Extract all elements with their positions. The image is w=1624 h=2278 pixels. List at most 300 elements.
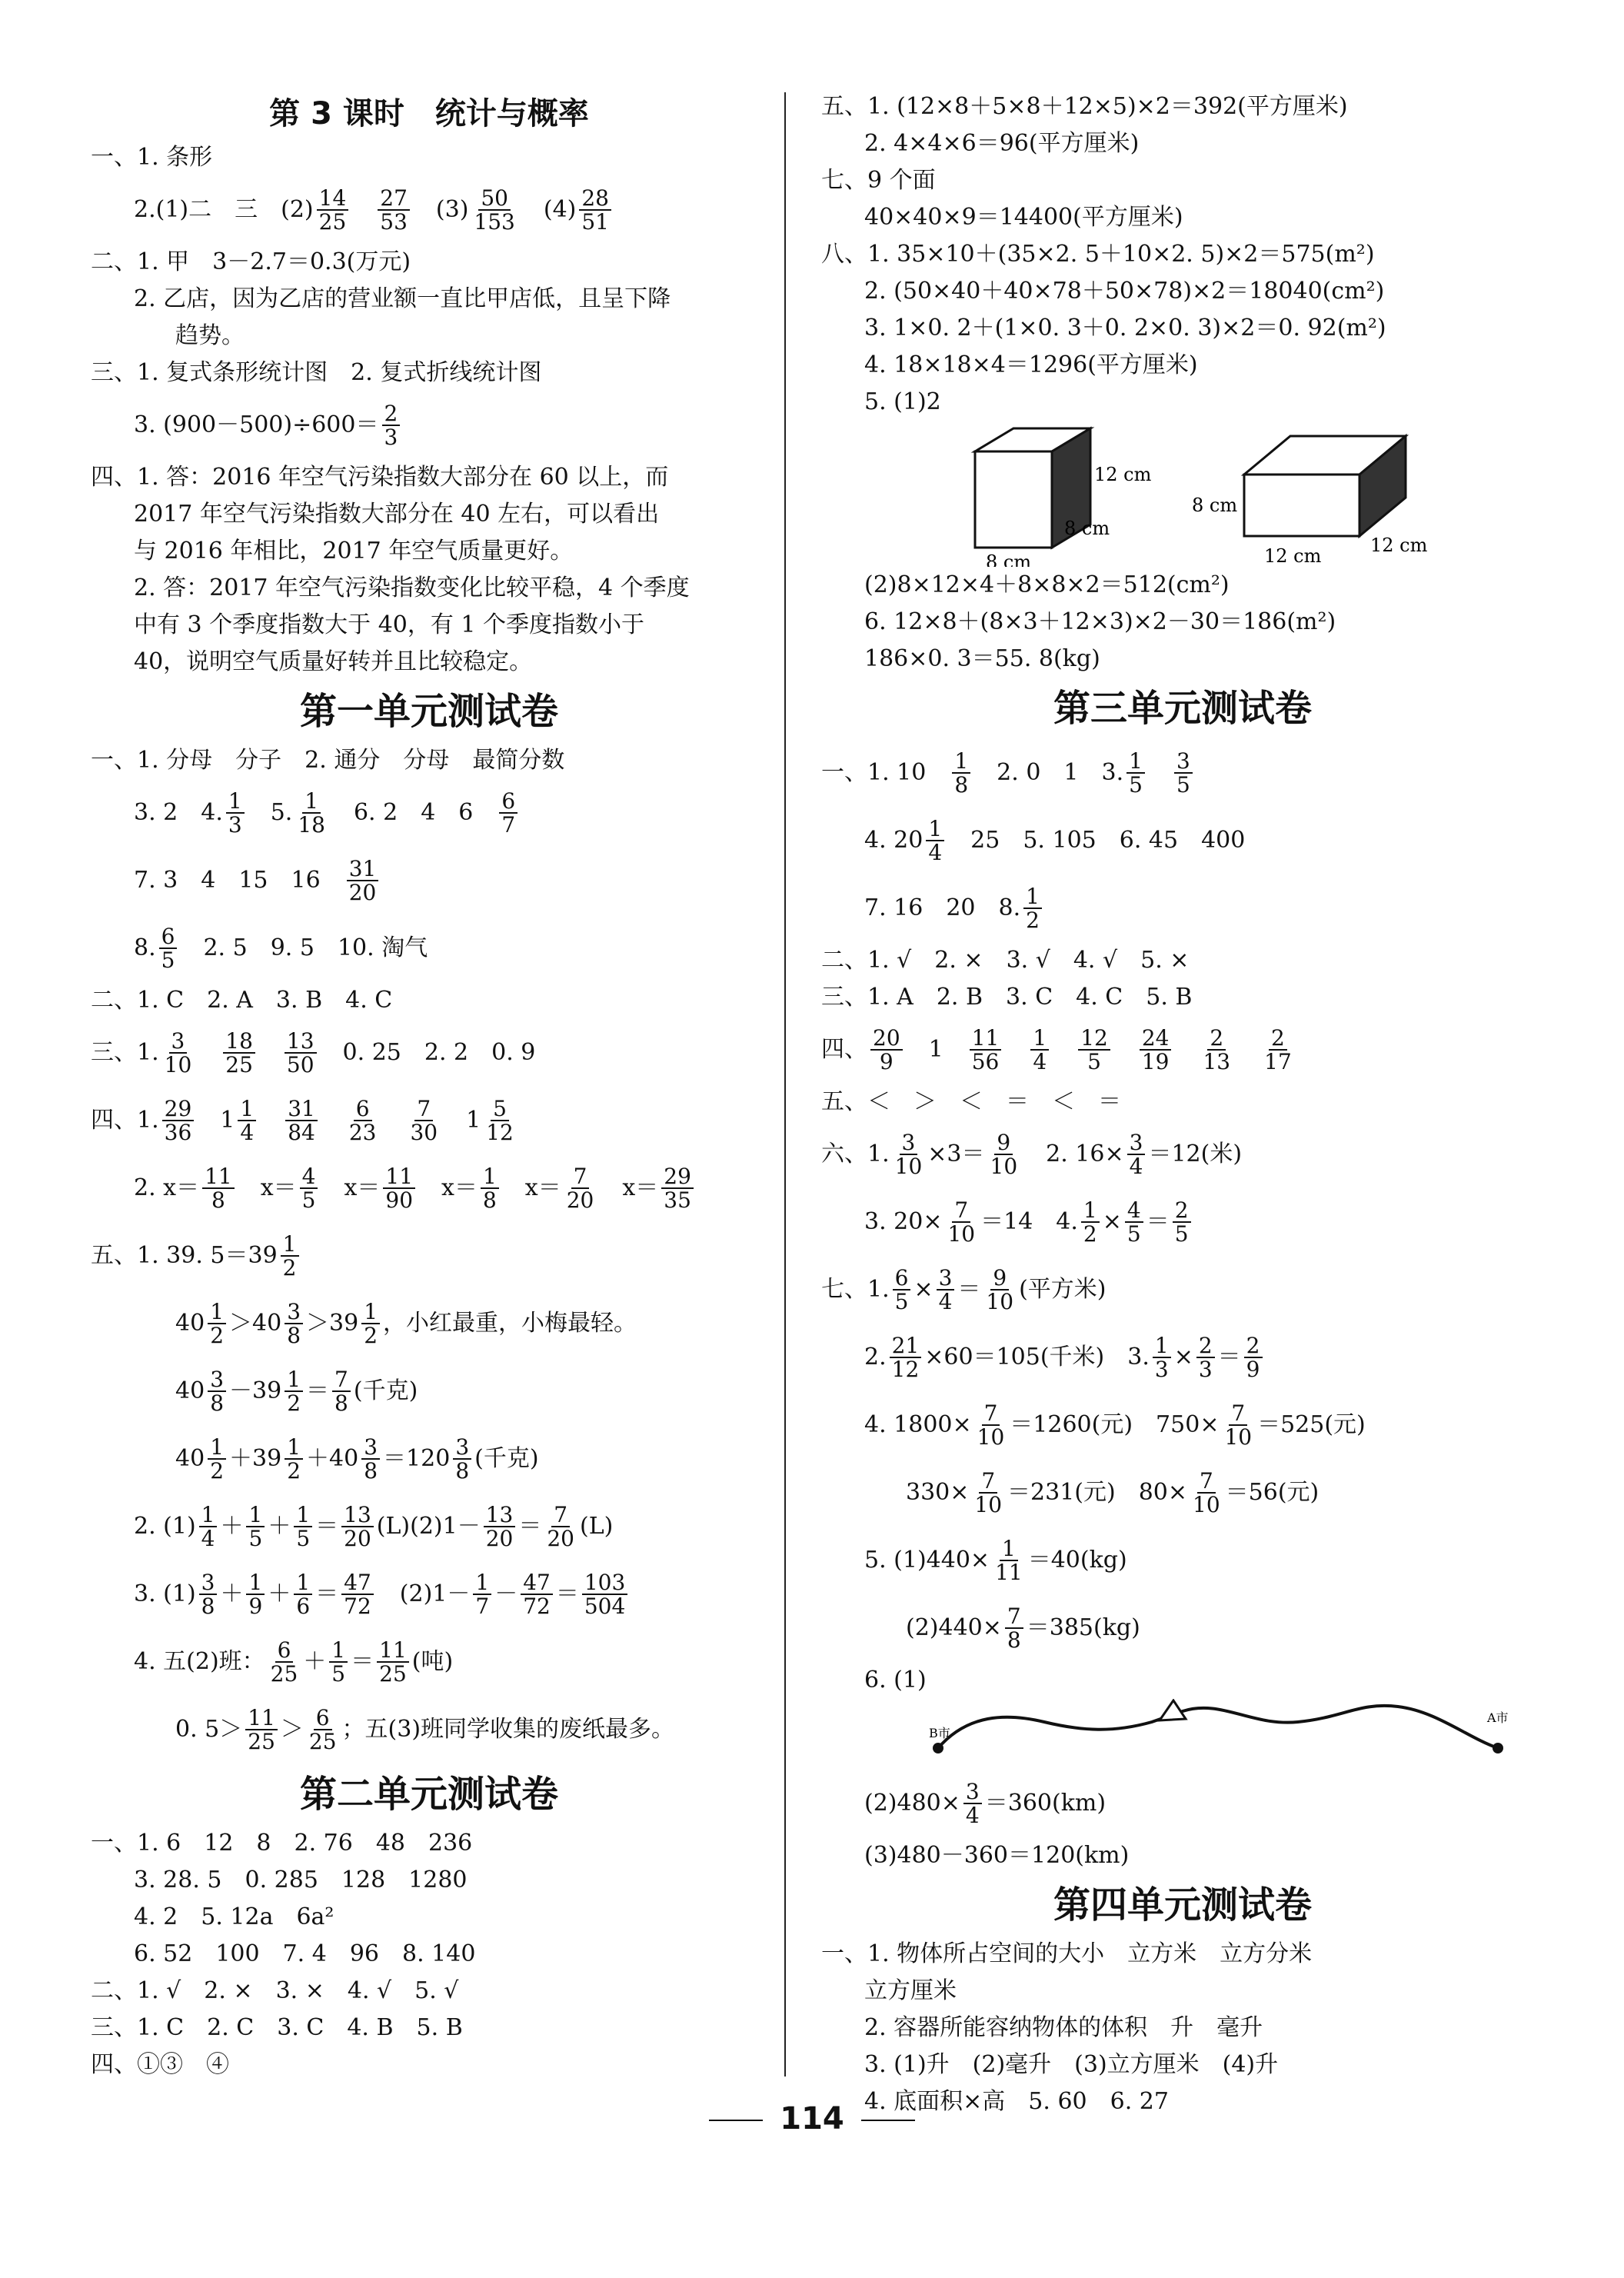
answer-line: 一、1. 物体所占空间的大小 立方米 立方分米 (821, 1940, 1313, 1967)
denominator: 11 (995, 1560, 1023, 1585)
fraction (970, 1024, 1002, 1074)
denominator: 12 (486, 1120, 514, 1145)
fraction (208, 1436, 226, 1483)
unit1-answers (91, 742, 767, 1763)
numerator: 11 (377, 1639, 409, 1663)
denominator: 10 (947, 1221, 976, 1247)
city-b-label: B市 (929, 1726, 950, 1740)
cuboid-figures (821, 421, 1544, 567)
fraction (408, 1097, 440, 1144)
numerator: 1 (208, 1301, 226, 1324)
denominator: 13 (1203, 1049, 1231, 1074)
fraction (317, 187, 349, 234)
denominator: 9 (879, 1049, 894, 1074)
answer-line: 2.(1)二 三 (2) $\frac{14}{25}$ $\frac{27}{53}$ (3) $\frac{50}{153}$ (4) $\frac{28}{51}$ (91, 176, 767, 244)
denominator: 153 (474, 209, 515, 235)
numerator: 6 (499, 790, 517, 814)
fraction (347, 1097, 379, 1144)
fraction (453, 1436, 471, 1483)
numerator: 1 (473, 1571, 491, 1595)
answer-line: 与 2016 年相比，2017 年空气质量更好。 (134, 538, 574, 565)
answer-line: 40×40×9＝14400(平方厘米) (864, 204, 1183, 231)
denominator: 8 (364, 1458, 378, 1484)
answer-line: 6. 12×8＋(8×3＋12×3)×2－30＝186(m²) (864, 608, 1336, 635)
answer-line: 三、1. $\frac{3}{10}$ $\frac{18}{25}$ $\frac{13}{50}$ 0. 25 2. 2 0. 9 (91, 1027, 536, 1077)
answer-line: (2)440× $\frac{7}{8}$ ＝385(kg) (906, 1603, 1140, 1653)
numerator: 1 (285, 1436, 303, 1460)
fraction (890, 1334, 922, 1381)
answer-line: 三、1. 复式条形统计图 2. 复式折线统计图 (91, 359, 542, 386)
numerator: 7 (979, 1470, 997, 1494)
route-diagram (821, 1699, 1544, 1770)
answer-line: 二、1. √ 2. × 3. √ 4. √ 5. × (821, 947, 1190, 974)
fraction (1153, 1334, 1171, 1381)
denominator: 72 (344, 1594, 371, 1619)
answer-line: 立方厘米 (864, 1977, 957, 2004)
denominator: 9 (1246, 1357, 1260, 1382)
cuboid-left-width-label: 8 cm (986, 551, 1032, 567)
fraction (285, 1298, 303, 1348)
fraction (300, 1165, 318, 1212)
numerator: 13 (285, 1030, 317, 1054)
fraction (226, 790, 245, 837)
answer-line: 0. 5＞ $\frac{11}{25}$ ＞ $\frac{6}{25}$ ；五(3)班同学收集的废纸最多。 (175, 1704, 675, 1754)
unit3-answers (821, 739, 1544, 1699)
denominator: 10 (990, 1154, 1018, 1179)
numerator: 29 (661, 1165, 694, 1189)
numerator: 7 (952, 1199, 970, 1223)
numerator: 7 (982, 1402, 1000, 1426)
cuboid-left-depth-label: 8 cm (1064, 518, 1110, 539)
numerator: 13 (484, 1504, 516, 1527)
fraction (199, 1501, 218, 1551)
denominator: 5 (1129, 772, 1143, 798)
denominator: 2 (364, 1323, 378, 1348)
fraction (329, 1639, 348, 1686)
fraction (661, 1165, 694, 1212)
denominator: 17 (1264, 1049, 1292, 1074)
fraction (208, 1298, 226, 1348)
answer-line: 一、1. 10 $\frac{1}{8}$ 2. 0 1 3. $\frac{1}{5}$ $\frac{3}{5}$ (821, 739, 1544, 807)
fraction (963, 1780, 982, 1827)
unit4-answers (821, 1936, 1544, 2120)
numerator: 50 (478, 187, 511, 211)
page-number (0, 2101, 1624, 2136)
fraction (347, 855, 379, 905)
cuboid-left (975, 428, 1152, 567)
numerator: 6 (314, 1707, 332, 1730)
fraction (926, 815, 944, 865)
denominator: 10 (1193, 1492, 1220, 1517)
unit-answers-continued (821, 88, 1544, 421)
answer-line: 四、1. $\frac{29}{36}$ 1 $\frac{1}{4}$ $\frac{31}{84}$ $\frac{6}{23}$ $\frac{7}{30}$ 1 $\frac{5}{12}$ (91, 1087, 767, 1154)
numerator: 2 (1196, 1334, 1215, 1358)
fraction (481, 1165, 499, 1212)
numerator: 1 (481, 1165, 499, 1189)
answer-line: 3. 1×0. 2＋(1×0. 3＋0. 2×0. 3)×2＝0. 92(m²) (864, 315, 1386, 341)
fraction (377, 1639, 409, 1686)
fraction (993, 1537, 1025, 1584)
denominator: 20 (348, 880, 377, 905)
denominator: 56 (971, 1049, 1000, 1074)
numerator: 14 (317, 187, 349, 211)
denominator: 4 (201, 1526, 215, 1551)
denominator: 25 (308, 1729, 337, 1754)
fraction (159, 925, 178, 972)
route-path (938, 1706, 1498, 1748)
denominator: 25 (270, 1661, 298, 1687)
numerator: 6 (275, 1639, 294, 1663)
answer-line: 4. 18×18×4＝1296(平方厘米) (864, 351, 1198, 378)
numerator: 29 (162, 1097, 195, 1121)
answer-line: 2. 容器所能容纳物体的体积 升 毫升 (864, 2014, 1263, 2041)
answer-line: 3. 28. 5 0. 285 128 1280 (134, 1867, 468, 1893)
cuboid-diagram (821, 421, 1544, 567)
denominator: 20 (344, 1526, 371, 1551)
fraction (521, 1571, 553, 1618)
numerator: 1 (1126, 750, 1145, 774)
answer-line: 四、 $\frac{20}{9}$ 1 $\frac{11}{56}$ $\frac{1}{4}$ $\frac{12}{5}$ $\frac{24}{19}$ $\frac{2}{13}$ $\frac{2}{17}$ (821, 1016, 1544, 1084)
answer-line: 186×0. 3＝55. 8(kg) (864, 645, 1100, 672)
denominator: 5 (331, 1661, 346, 1687)
denominator: 5 (161, 948, 175, 973)
numerator: 9 (994, 1131, 1013, 1155)
answer-line: 四、1. 答：2016 年空气污染指数大部分在 60 以上，而 (91, 464, 669, 491)
fraction (332, 1368, 351, 1415)
denominator: 53 (380, 209, 408, 235)
numerator: 1 (208, 1436, 226, 1460)
fraction (1173, 1199, 1191, 1246)
fraction (285, 1027, 317, 1077)
denominator: 18 (298, 812, 325, 838)
fraction (471, 187, 517, 234)
numerator: 47 (521, 1571, 553, 1595)
answer-line: 中有 3 个季度指数大于 40，有 1 个季度指数小于 (134, 611, 645, 638)
numerator: 7 (1229, 1402, 1247, 1426)
fraction (484, 1097, 516, 1144)
fraction (1140, 1024, 1172, 1074)
denominator: 20 (566, 1187, 594, 1213)
denominator: 2 (210, 1458, 225, 1484)
denominator: 2 (287, 1458, 301, 1484)
answer-line: 2. 答：2017 年空气污染指数变化比较平稳，4 个季度 (134, 574, 690, 601)
numerator: 1 (281, 1233, 299, 1257)
denominator: 5 (248, 1526, 263, 1551)
denominator: 5 (1174, 1221, 1189, 1247)
denominator: 2 (1026, 908, 1040, 933)
denominator: 8 (211, 1187, 225, 1213)
cuboid-right-depth-label: 12 cm (1370, 535, 1428, 556)
answer-line: 五、1. 39. 5＝39 $\frac{1}{2}$ (91, 1222, 767, 1290)
denominator: 20 (547, 1526, 574, 1551)
fraction (870, 1024, 903, 1074)
answer-line: 330× $\frac{7}{10}$ ＝231(元) 80× $\frac{7}{10}$ ＝56(元) (906, 1467, 1320, 1517)
column-divider (784, 92, 786, 2077)
numerator: 2 (1244, 1334, 1263, 1358)
answer-line: 3. 2 4. $\frac{1}{3}$ 5. $\frac{1}{18}$ 6. 2 4 6 $\frac{6}{7}$ (91, 779, 767, 847)
numerator: 1 (1030, 1027, 1049, 1051)
fraction (245, 1704, 278, 1754)
numerator: 1 (226, 790, 245, 814)
denominator: 9 (248, 1594, 263, 1619)
fraction (564, 1165, 597, 1212)
fraction (1262, 1024, 1294, 1074)
fraction (1078, 1024, 1110, 1074)
answer-line: 6. 52 100 7. 4 96 8. 140 (134, 1940, 476, 1967)
page-number-value: 114 (780, 2101, 844, 2136)
denominator: 4 (1033, 1049, 1047, 1074)
fraction (1125, 1199, 1143, 1246)
fraction (1190, 1467, 1223, 1517)
answer-line: 2. (50×40＋40×78＋50×78)×2＝18040(cm²) (864, 278, 1385, 305)
fraction (341, 1501, 374, 1551)
fraction (988, 1131, 1020, 1178)
fraction (473, 1571, 491, 1618)
numerator: 3 (900, 1131, 918, 1155)
numerator: 7 (571, 1165, 590, 1189)
denominator: 7 (501, 812, 516, 838)
answer-line: 4. 五(2)班： $\frac{6}{25}$ ＋ $\frac{1}{5}$ ＝ $\frac{11}{25}$ (吨) (134, 1637, 454, 1687)
fraction (307, 1704, 339, 1754)
numerator: 2 (1269, 1027, 1287, 1051)
numerator: 11 (245, 1707, 278, 1730)
fraction (1222, 1402, 1254, 1449)
fraction (952, 750, 970, 797)
fraction (202, 1165, 235, 1212)
denominator: 4 (928, 840, 943, 865)
denominator: 84 (288, 1120, 315, 1145)
denominator: 8 (482, 1187, 497, 1213)
answer-line: 趋势。 (175, 322, 245, 349)
fraction (1126, 750, 1145, 797)
fraction (1200, 1024, 1233, 1074)
answer-line: 一、1. 条形 (91, 144, 213, 171)
denominator: 3 (384, 425, 398, 450)
denominator: 3 (228, 812, 242, 838)
cuboid-answers (821, 567, 1544, 678)
cuboid-right-width-label: 12 cm (1264, 545, 1322, 567)
numerator: 13 (341, 1504, 374, 1527)
denominator: 4 (965, 1803, 980, 1828)
denominator: 10 (894, 1154, 923, 1179)
fraction (983, 1264, 1016, 1314)
denominator: 8 (334, 1390, 348, 1416)
numerator: 3 (937, 1267, 955, 1291)
denominator: 20 (485, 1526, 514, 1551)
cuboid-left-height-label: 12 cm (1094, 464, 1152, 485)
fraction (544, 1501, 577, 1551)
answer-line: 五、＜ ＞ ＜ ＝ ＜ ＝ (821, 1088, 1121, 1115)
numerator: 47 (341, 1571, 374, 1595)
fraction (1174, 750, 1193, 797)
route-answers (821, 1770, 1544, 1874)
lesson-title: 第 3 课时 统计与概率 (269, 96, 589, 132)
numerator: 3 (285, 1301, 303, 1324)
fraction (937, 1264, 955, 1314)
numerator: 3 (199, 1571, 218, 1595)
city-a-label: A市 (1487, 1710, 1509, 1725)
numerator: 3 (361, 1436, 380, 1460)
unit1-title: 第一单元测试卷 (299, 690, 558, 733)
fraction (294, 1571, 312, 1618)
fraction (579, 187, 611, 234)
numerator: 7 (551, 1504, 570, 1527)
fraction (582, 1571, 627, 1618)
numerator: 18 (223, 1030, 255, 1054)
answer-line: 二、1. √ 2. × 3. × 4. √ 5. √ (91, 1977, 459, 2004)
numerator: 4 (1125, 1199, 1143, 1223)
denominator: 3 (1154, 1357, 1169, 1382)
denominator: 4 (240, 1120, 255, 1145)
numerator: 6 (159, 925, 178, 949)
denominator: 10 (974, 1492, 1003, 1517)
numerator: 3 (169, 1030, 188, 1054)
denominator: 35 (664, 1187, 691, 1213)
city-b-point (933, 1743, 943, 1753)
fraction (285, 1097, 318, 1144)
denominator: 25 (379, 1661, 407, 1687)
denominator: 50 (286, 1052, 314, 1077)
fraction (893, 1131, 925, 1178)
answer-line: 5. (1)2 (864, 388, 941, 415)
answer-line: 六、1. $\frac{3}{10}$ ×3＝ $\frac{9}{10}$ 2. 16× $\frac{3}{4}$ ＝12(米) (821, 1129, 1243, 1179)
answer-line: 5. (1)440× $\frac{1}{11}$ ＝40(kg) (864, 1535, 1127, 1585)
answer-line: 七、9 个面 (821, 167, 936, 194)
denominator: 5 (1126, 1221, 1141, 1247)
fraction (208, 1368, 226, 1415)
fraction (268, 1639, 301, 1686)
numerator: 1 (199, 1504, 218, 1527)
numerator: 1 (238, 1097, 256, 1121)
answer-line: 2017 年空气污染指数大部分在 40 左右，可以看出 (134, 501, 660, 528)
cuboid-right-height-label: 8 cm (1192, 495, 1238, 516)
denominator: 5 (894, 1289, 909, 1314)
numerator: 103 (582, 1571, 627, 1595)
answer-line: (2)8×12×4＋8×8×2＝512(cm²) (864, 571, 1230, 598)
denominator: 25 (248, 1729, 275, 1754)
numerator: 7 (332, 1368, 351, 1392)
denominator: 25 (225, 1052, 253, 1077)
denominator: 5 (1176, 772, 1190, 798)
answer-line: 40 $\frac{3}{8}$ －39 $\frac{1}{2}$ ＝ $\frac{7}{8}$ (千克) (175, 1366, 418, 1416)
fraction (295, 790, 328, 837)
answer-line: 二、1. C 2. A 3. B 4. C (91, 987, 393, 1014)
numerator: 1 (294, 1571, 312, 1595)
numerator: 1 (302, 790, 321, 814)
numerator: 1 (361, 1301, 380, 1324)
answer-line: 3. (1) $\frac{3}{8}$ ＋ $\frac{1}{9}$ ＋ $\frac{1}{6}$ ＝ $\frac{47}{72}$ (2)1－ $\frac{1}{7}$ － $\frac{47}{72}$ ＝ $\frac{103}{504}$ (91, 1560, 767, 1628)
fraction (341, 1571, 374, 1618)
numerator: 12 (1078, 1027, 1110, 1051)
answer-line: 五、1. (12×8＋5×8＋12×5)×2＝392(平方厘米) (821, 93, 1348, 120)
fraction (199, 1571, 218, 1618)
answer-line: 三、1. A 2. B 3. C 4. C 5. B (821, 984, 1193, 1011)
numerator: 1 (1023, 885, 1042, 909)
right-column (821, 88, 1544, 2120)
numerator: 9 (990, 1267, 1009, 1291)
fraction (1081, 1199, 1100, 1246)
numerator: 2 (382, 402, 401, 426)
answer-line: 4. 底面积×高 5. 60 6. 27 (864, 2088, 1169, 2115)
numerator: 27 (378, 187, 410, 211)
fraction (294, 1501, 312, 1551)
answer-line: 4. 1800× $\frac{7}{10}$ ＝1260(元) 750× $\frac{7}{10}$ ＝525(元) (864, 1400, 1366, 1450)
denominator: 12 (891, 1357, 920, 1382)
numerator: 28 (579, 187, 611, 211)
lesson-answers (91, 139, 767, 681)
denominator: 51 (581, 209, 609, 235)
fraction (223, 1027, 255, 1077)
denominator: 10 (164, 1052, 192, 1077)
answer-line: 2. $\frac{21}{12}$ ×60＝105(千米) 3. $\frac{1}{3}$ × $\frac{2}{3}$ ＝ $\frac{2}{9}$ (821, 1324, 1544, 1391)
answer-line: 四、①③ ④ (91, 2051, 229, 2078)
denominator: 7 (475, 1594, 490, 1619)
denominator: 19 (1141, 1049, 1170, 1074)
denominator: 8 (954, 772, 969, 798)
numerator: 11 (383, 1165, 415, 1189)
numerator: 1 (246, 1571, 265, 1595)
fraction (1244, 1334, 1263, 1381)
denominator: 3 (1198, 1357, 1213, 1382)
denominator: 4 (938, 1289, 953, 1314)
numerator: 5 (491, 1097, 509, 1121)
fraction (484, 1501, 516, 1551)
answer-line: 2. 乙店，因为乙店的营业额一直比甲店低，且呈下降 (134, 285, 671, 312)
numerator: 1 (1000, 1537, 1018, 1561)
answer-line: (3)480－360＝120(km) (864, 1842, 1130, 1869)
denominator: 5 (296, 1526, 311, 1551)
fraction (1023, 885, 1042, 932)
city-a-point (1493, 1743, 1503, 1753)
numerator: 31 (285, 1097, 318, 1121)
numerator: 7 (414, 1097, 433, 1121)
answer-line: (2)480× $\frac{3}{4}$ ＝360(km) (864, 1778, 1107, 1828)
answer-line: 一、1. 分母 分子 2. 通分 分母 最简分数 (91, 747, 565, 774)
answer-line: 3. (1)升 (2)毫升 (3)立方厘米 (4)升 (864, 2051, 1279, 2078)
denominator: 2 (282, 1255, 297, 1281)
unit4-title: 第四单元测试卷 (1053, 1883, 1312, 1927)
numerator: 3 (208, 1368, 226, 1392)
numerator: 7 (1005, 1605, 1023, 1629)
denominator: 23 (348, 1120, 377, 1145)
answer-line: 三、1. C 2. C 3. C 4. B 5. B (91, 2014, 463, 2041)
numerator: 3 (453, 1436, 471, 1460)
answer-line: 2. 4×4×6＝96(平方厘米) (864, 130, 1140, 157)
answer-line: 40 $\frac{1}{2}$ ＞40 $\frac{3}{8}$ ＞39 $\frac{1}{2}$ ，小红最重，小梅最轻。 (175, 1298, 637, 1348)
numerator: 1 (1081, 1199, 1100, 1223)
denominator: 10 (1224, 1424, 1253, 1450)
unit2-title: 第二单元测试卷 (299, 1773, 558, 1816)
denominator: 72 (523, 1594, 551, 1619)
numerator: 3 (963, 1780, 982, 1804)
answer-line: 4. 2 5. 12a 6a² (134, 1903, 334, 1930)
answer-line: 2. x＝ $\frac{11}{8}$ x＝ $\frac{4}{5}$ x＝ $\frac{11}{90}$ x＝ $\frac{1}{8}$ x＝ $\frac{7}{20}$ x＝ $\frac{29}{35}$ (91, 1154, 767, 1222)
denominator: 2 (287, 1390, 301, 1416)
denominator: 6 (296, 1594, 311, 1619)
fraction (975, 1402, 1007, 1449)
numerator: 2 (1207, 1027, 1226, 1051)
denominator: 5 (301, 1187, 316, 1213)
numerator: 3 (1174, 750, 1193, 774)
denominator: 8 (210, 1390, 225, 1416)
denominator: 10 (986, 1289, 1014, 1314)
numerator: 7 (1197, 1470, 1216, 1494)
numerator: 1 (294, 1504, 312, 1527)
numerator: 1 (952, 750, 970, 774)
denominator: 8 (455, 1458, 470, 1484)
fraction (972, 1467, 1004, 1517)
answer-line: 7. 3 4 15 16 $\frac{31}{20}$ (91, 847, 767, 914)
